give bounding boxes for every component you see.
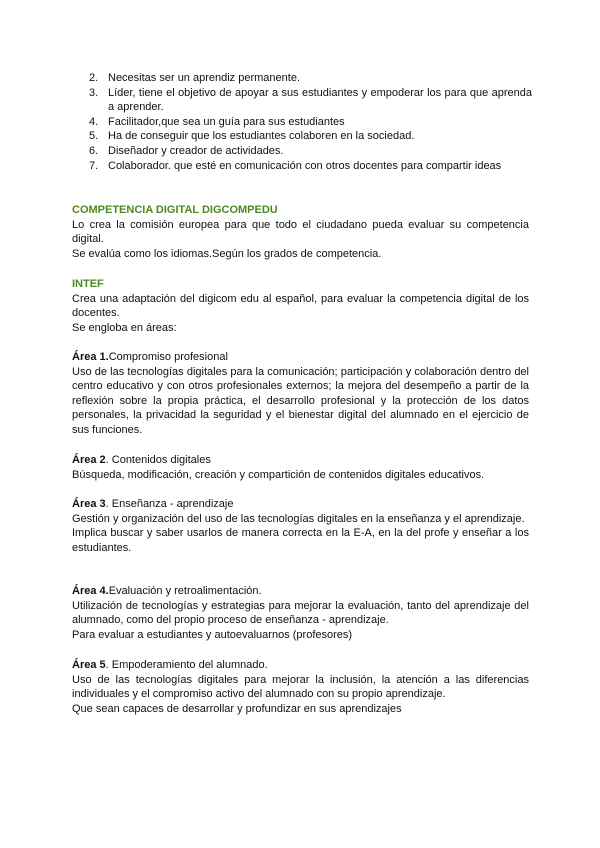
area-5-section (72, 658, 529, 716)
area-3-title: Área 3. Enseñanza - aprendizaje (72, 498, 234, 510)
digcompedu-heading: COMPETENCIA DIGITAL DIGCOMPEDU (72, 204, 278, 216)
intef-heading: INTEF (72, 278, 104, 290)
list-item-text: Diseñador y creador de actividades. (108, 144, 284, 157)
area-paragraph: Utilización de tecnologías y estrategias para mejorar la evaluación, tanto del aprendizaje del alumnado, como del propio proceso de enseñanza - aprendizaje. (72, 599, 529, 627)
list-item: 6. Diseñador y creador de actividades. (89, 144, 284, 157)
area-5-title: Área 5. Empoderamiento del alumnado. (72, 659, 268, 671)
area-3-section (72, 497, 529, 555)
intef-paragraph: Crea una adaptación del digicom edu al español, para evaluar la competencia digital de los docentes. (72, 292, 529, 320)
list-item: 3. Líder, tiene el objetivo de apoyar a sus estudiantes y empoderar los para que aprenda a aprender. (89, 86, 532, 114)
list-item-text: Ha de conseguir que los estudiantes colaboren en la sociedad. (108, 130, 415, 143)
list-item: 5. Ha de conseguir que los estudiantes colaboren en la sociedad. (89, 130, 415, 143)
list-item: 4. Facilitador,que sea un guía para sus estudiantes (89, 115, 345, 128)
list-item-text: Colaborador. que esté en comunicación con otros docentes para compartir ideas (108, 159, 502, 172)
list-item-text: Facilitador,que sea un guía para sus estudiantes (108, 115, 345, 128)
area-paragraph: Búsqueda, modificación, creación y compartición de contenidos digitales educativos. (72, 468, 485, 481)
area-2-section (72, 453, 529, 482)
area-4-title: Área 4.Evaluación y retroalimentación. (72, 585, 262, 597)
area-4-section (72, 584, 529, 642)
area-paragraph: Que sean capaces de desarrollar y profundizar en sus aprendizajes (72, 702, 402, 715)
digcompedu-paragraph: Lo crea la comisión europea para que todo el ciudadano pueda evaluar su competencia digital. (72, 218, 529, 246)
area-paragraph: Implica buscar y saber usarlos de manera correcta en la E-A, en la del profe y enseñar a los estudiantes. (72, 527, 529, 554)
list-item: 7. Colaborador. que esté en comunicación con otros docentes para compartir ideas (89, 159, 502, 172)
area-1-title: Área 1.Compromiso profesional (72, 351, 228, 363)
teacher-roles-list (72, 71, 532, 173)
digcompedu-section (72, 203, 529, 261)
list-item-text: Necesitas ser un aprendiz permanente. (108, 72, 300, 84)
list-item: 2. Necesitas ser un aprendiz permanente. (89, 72, 300, 84)
area-paragraph: Uso de las tecnologías digitales para la comunicación; participación y colaboración dentro del centro educativo y con otros profesionales externos; la mejora del desempeño a partir de la reflexión sobre la propia práctica, el desarrollo profesional y la protección de los datos personales, la privacidad la seguridad y el bienestar digital del alumnado en el ejercicio de sus funciones. (72, 365, 529, 436)
intef-paragraph: Se engloba en áreas: (72, 321, 177, 334)
area-paragraph: Uso de las tecnologías digitales para mejorar la inclusión, la atención a las diferencias individuales y el compromiso activo del alumnado con su propio aprendizaje. (72, 673, 529, 701)
list-item-text: Líder, tiene el objetivo de apoyar a sus estudiantes y empoderar los para que aprenda a aprender. (108, 86, 532, 114)
area-1-section (72, 350, 529, 438)
area-paragraph: Para evaluar a estudiantes y autoevaluarnos (profesores) (72, 628, 353, 641)
digcompedu-paragraph: Se evalúa como los idiomas.Según los grados de competencia. (72, 247, 382, 260)
intef-section (72, 277, 529, 335)
area-paragraph: Gestión y organización del uso de las tecnologías digitales en la enseñanza y el aprendizaje. (72, 512, 525, 525)
area-2-title: Área 2. Contenidos digitales (72, 454, 211, 466)
